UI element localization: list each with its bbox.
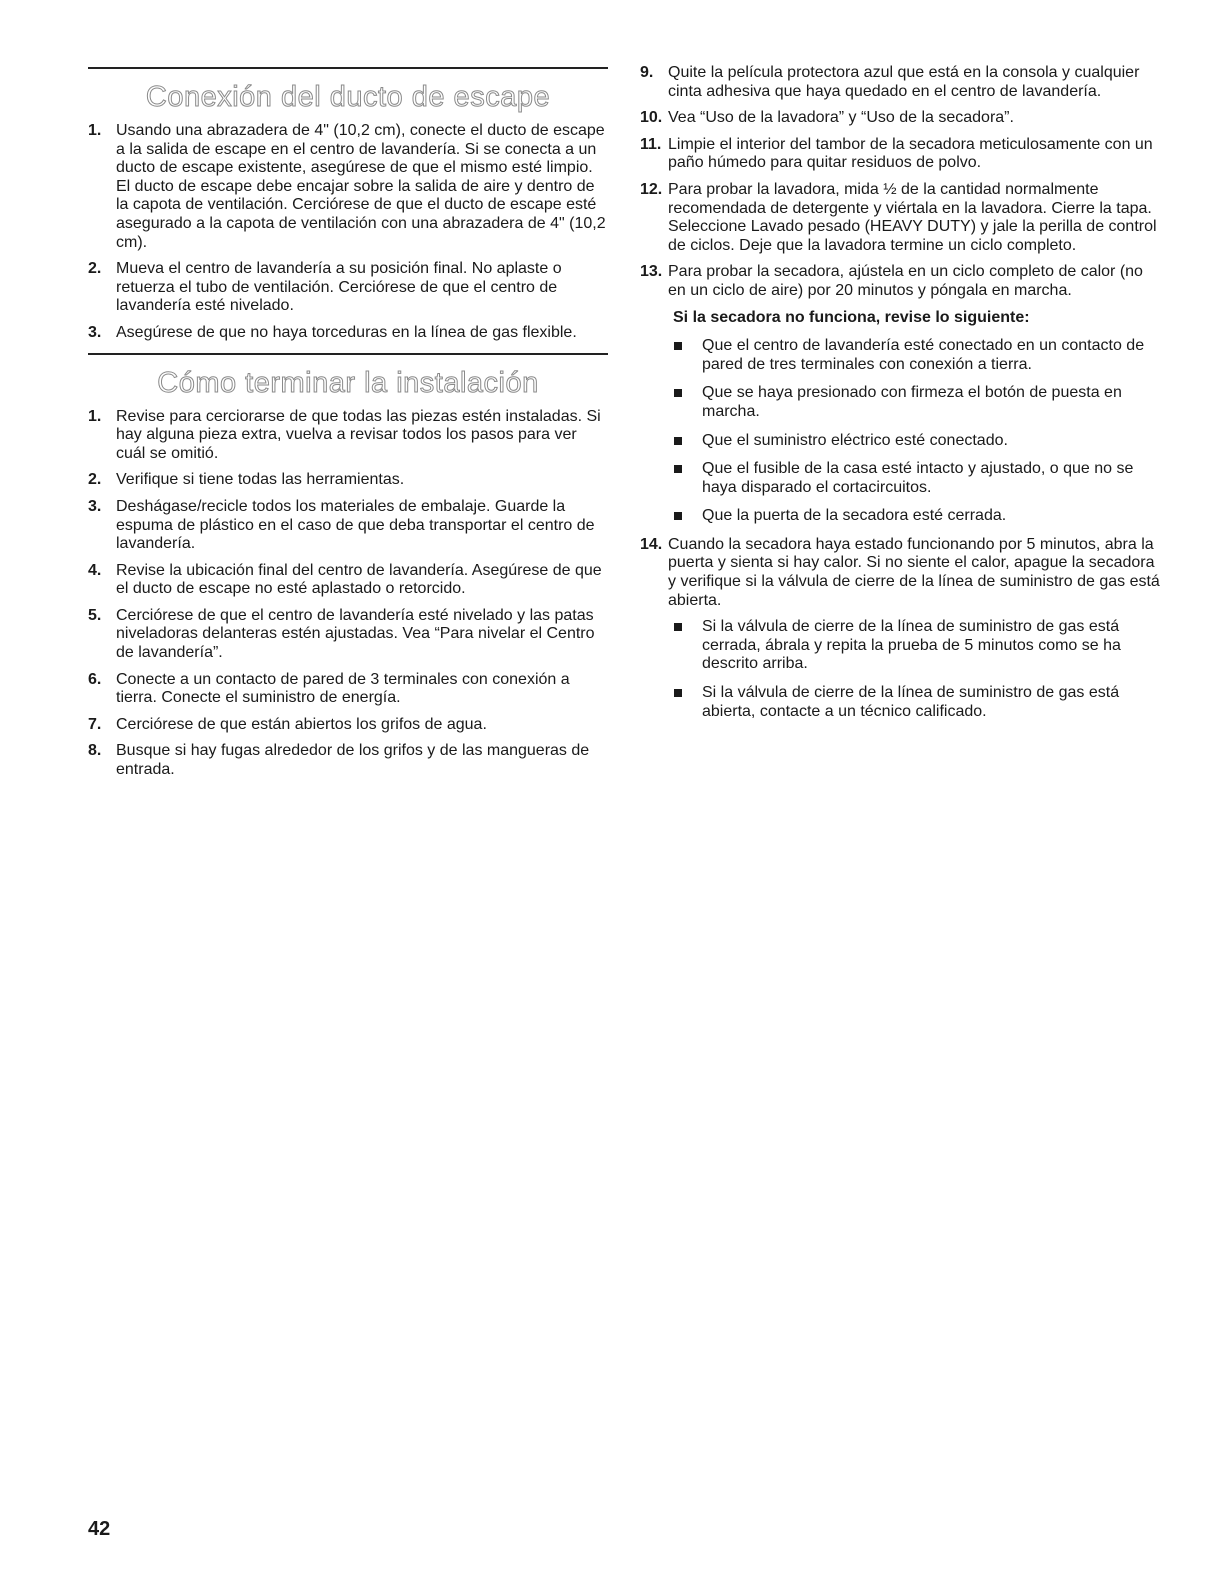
list-item: 13. Para probar la secadora, ajústela en un ciclo completo de calor (no en un ciclo de aire) por 20 minutos y póngala en marcha. [640, 263, 1143, 299]
list-item: 11. Limpie el interior del tambor de la secadora meticulosamente con un paño húmedo para quitar residuos de polvo. [640, 135, 1153, 172]
section-divider [88, 67, 608, 69]
list-item: 12. Para probar la lavadora, mida ½ de la cantidad normalmente recomendada de detergente y viértala en la lavadora. Cierre la tapa. Seleccione Lavado pesado (HEAVY DUTY) y jale la perilla de control de ciclos. Deje que la lavadora termine un ciclo completo. [640, 180, 1157, 254]
list-item: 8. Busque si hay fugas alrededor de los grifos y de las mangueras de entrada. [88, 742, 590, 779]
bullet-item: Que se haya presionado con firmeza el botón de puesta en marcha. [640, 384, 1160, 421]
list-item: 4. Revise la ubicación final del centro de lavandería. Asegúrese de que el ducto de escape no esté aplastado o retorcido. [88, 561, 602, 598]
list-item: 3. Deshágase/recicle todos los materiales de embalaje. Guarde la espuma de plástico en el caso de que deba transportar el centro de lavandería. [88, 497, 595, 553]
list-item: 3. Asegúrese de que no haya torceduras en la línea de gas flexible. [88, 323, 577, 341]
list-item: 2. Verifique si tiene todas las herramientas. [88, 471, 405, 489]
bullet-square-icon [674, 689, 682, 697]
gas-valve-list [640, 618, 1160, 721]
page-number: 42 [88, 1518, 111, 1540]
test-steps [640, 64, 1160, 301]
list-item: 9. Quite la película protectora azul que está en la consola y cualquier cinta adhesiva que haya quedado en el centro de lavandería. [640, 64, 1140, 100]
left-column [88, 0, 608, 788]
exhaust-steps [88, 122, 608, 343]
right-column [640, 0, 1160, 731]
bullet-square-icon [674, 465, 682, 473]
finish-steps [88, 408, 608, 780]
bullet-square-icon [674, 342, 682, 350]
bullet-item: Que el suministro eléctrico esté conectado. [640, 432, 1160, 451]
list-item: 14. Cuando la secadora haya estado funcionando por 5 minutos, abra la puerta y sienta si hay calor. Si no siente el calor, apague la secadora y verifique si la válvula de cierre de la línea de suministro de gas está abierta. [640, 535, 1160, 609]
bullet-item: Que el fusible de la casa esté intacto y ajustado, o que no se haya disparado el cortacircuitos. [640, 460, 1160, 497]
section-title-exhaust: Conexión del ducto de escape [145, 81, 551, 113]
list-item: 10. Vea “Uso de la lavadora” y “Uso de la secadora”. [640, 109, 1014, 127]
list-item: 2. Mueva el centro de lavandería a su posición final. No aplaste o retuerza el tubo de ventilación. Cerciórese de que el centro de lavandería esté nivelado. [88, 260, 562, 315]
bullet-item: Si la válvula de cierre de la línea de suministro de gas está cerrada, ábrala y repita la prueba de 5 minutos como se ha descrito arriba. [640, 618, 1160, 674]
troubleshooting-heading: Si la secadora no funciona, revise lo siguiente: [673, 308, 1030, 326]
test-steps-continued [640, 536, 1160, 610]
bullet-item: Si la válvula de cierre de la línea de suministro de gas está abierta, contacte a un técnico calificado. [640, 684, 1160, 721]
bullet-square-icon [674, 512, 682, 520]
list-item: 7. Cerciórese de que están abiertos los grifos de agua. [88, 715, 487, 733]
section-divider [88, 353, 608, 355]
list-item: 1. Revise para cerciorarse de que todas las piezas estén instaladas. Si hay alguna pieza extra, vuelva a revisar todos los pasos para ver cuál se omitió. [88, 407, 601, 462]
list-item: 5. Cerciórese de que el centro de lavandería esté nivelado y las patas niveladoras delanteras estén ajustadas. Vea “Para nivelar el Centro de lavandería”. [88, 606, 595, 662]
bullet-square-icon [674, 437, 682, 445]
bullet-item: Que el centro de lavandería esté conectado en un contacto de pared de tres terminales con conexión a tierra. [640, 337, 1160, 374]
section-title-finish: Cómo terminar la instalación [157, 366, 539, 399]
list-item: 1. Usando una abrazadera de 4" (10,2 cm), conecte el ducto de escape a la salida de escape en el centro de lavandería. Si se conecta a un ducto de escape existente, asegúrese de que el mismo esté limpio. El ducto de escape debe encajar sobre la salida de aire y dentro de la capota de ventilación. Cerciórese de que el ducto de escape esté asegurado a la capota de ventilación con una abrazadera de 4" (10,2 cm). [88, 122, 606, 251]
list-item: 6. Conecte a un contacto de pared de 3 terminales con conexión a tierra. Conecte el suministro de energía. [88, 670, 570, 707]
troubleshooting-list [640, 337, 1160, 526]
bullet-item: Que la puerta de la secadora esté cerrada. [640, 507, 1160, 526]
bullet-square-icon [674, 389, 682, 397]
bullet-square-icon [674, 623, 682, 631]
